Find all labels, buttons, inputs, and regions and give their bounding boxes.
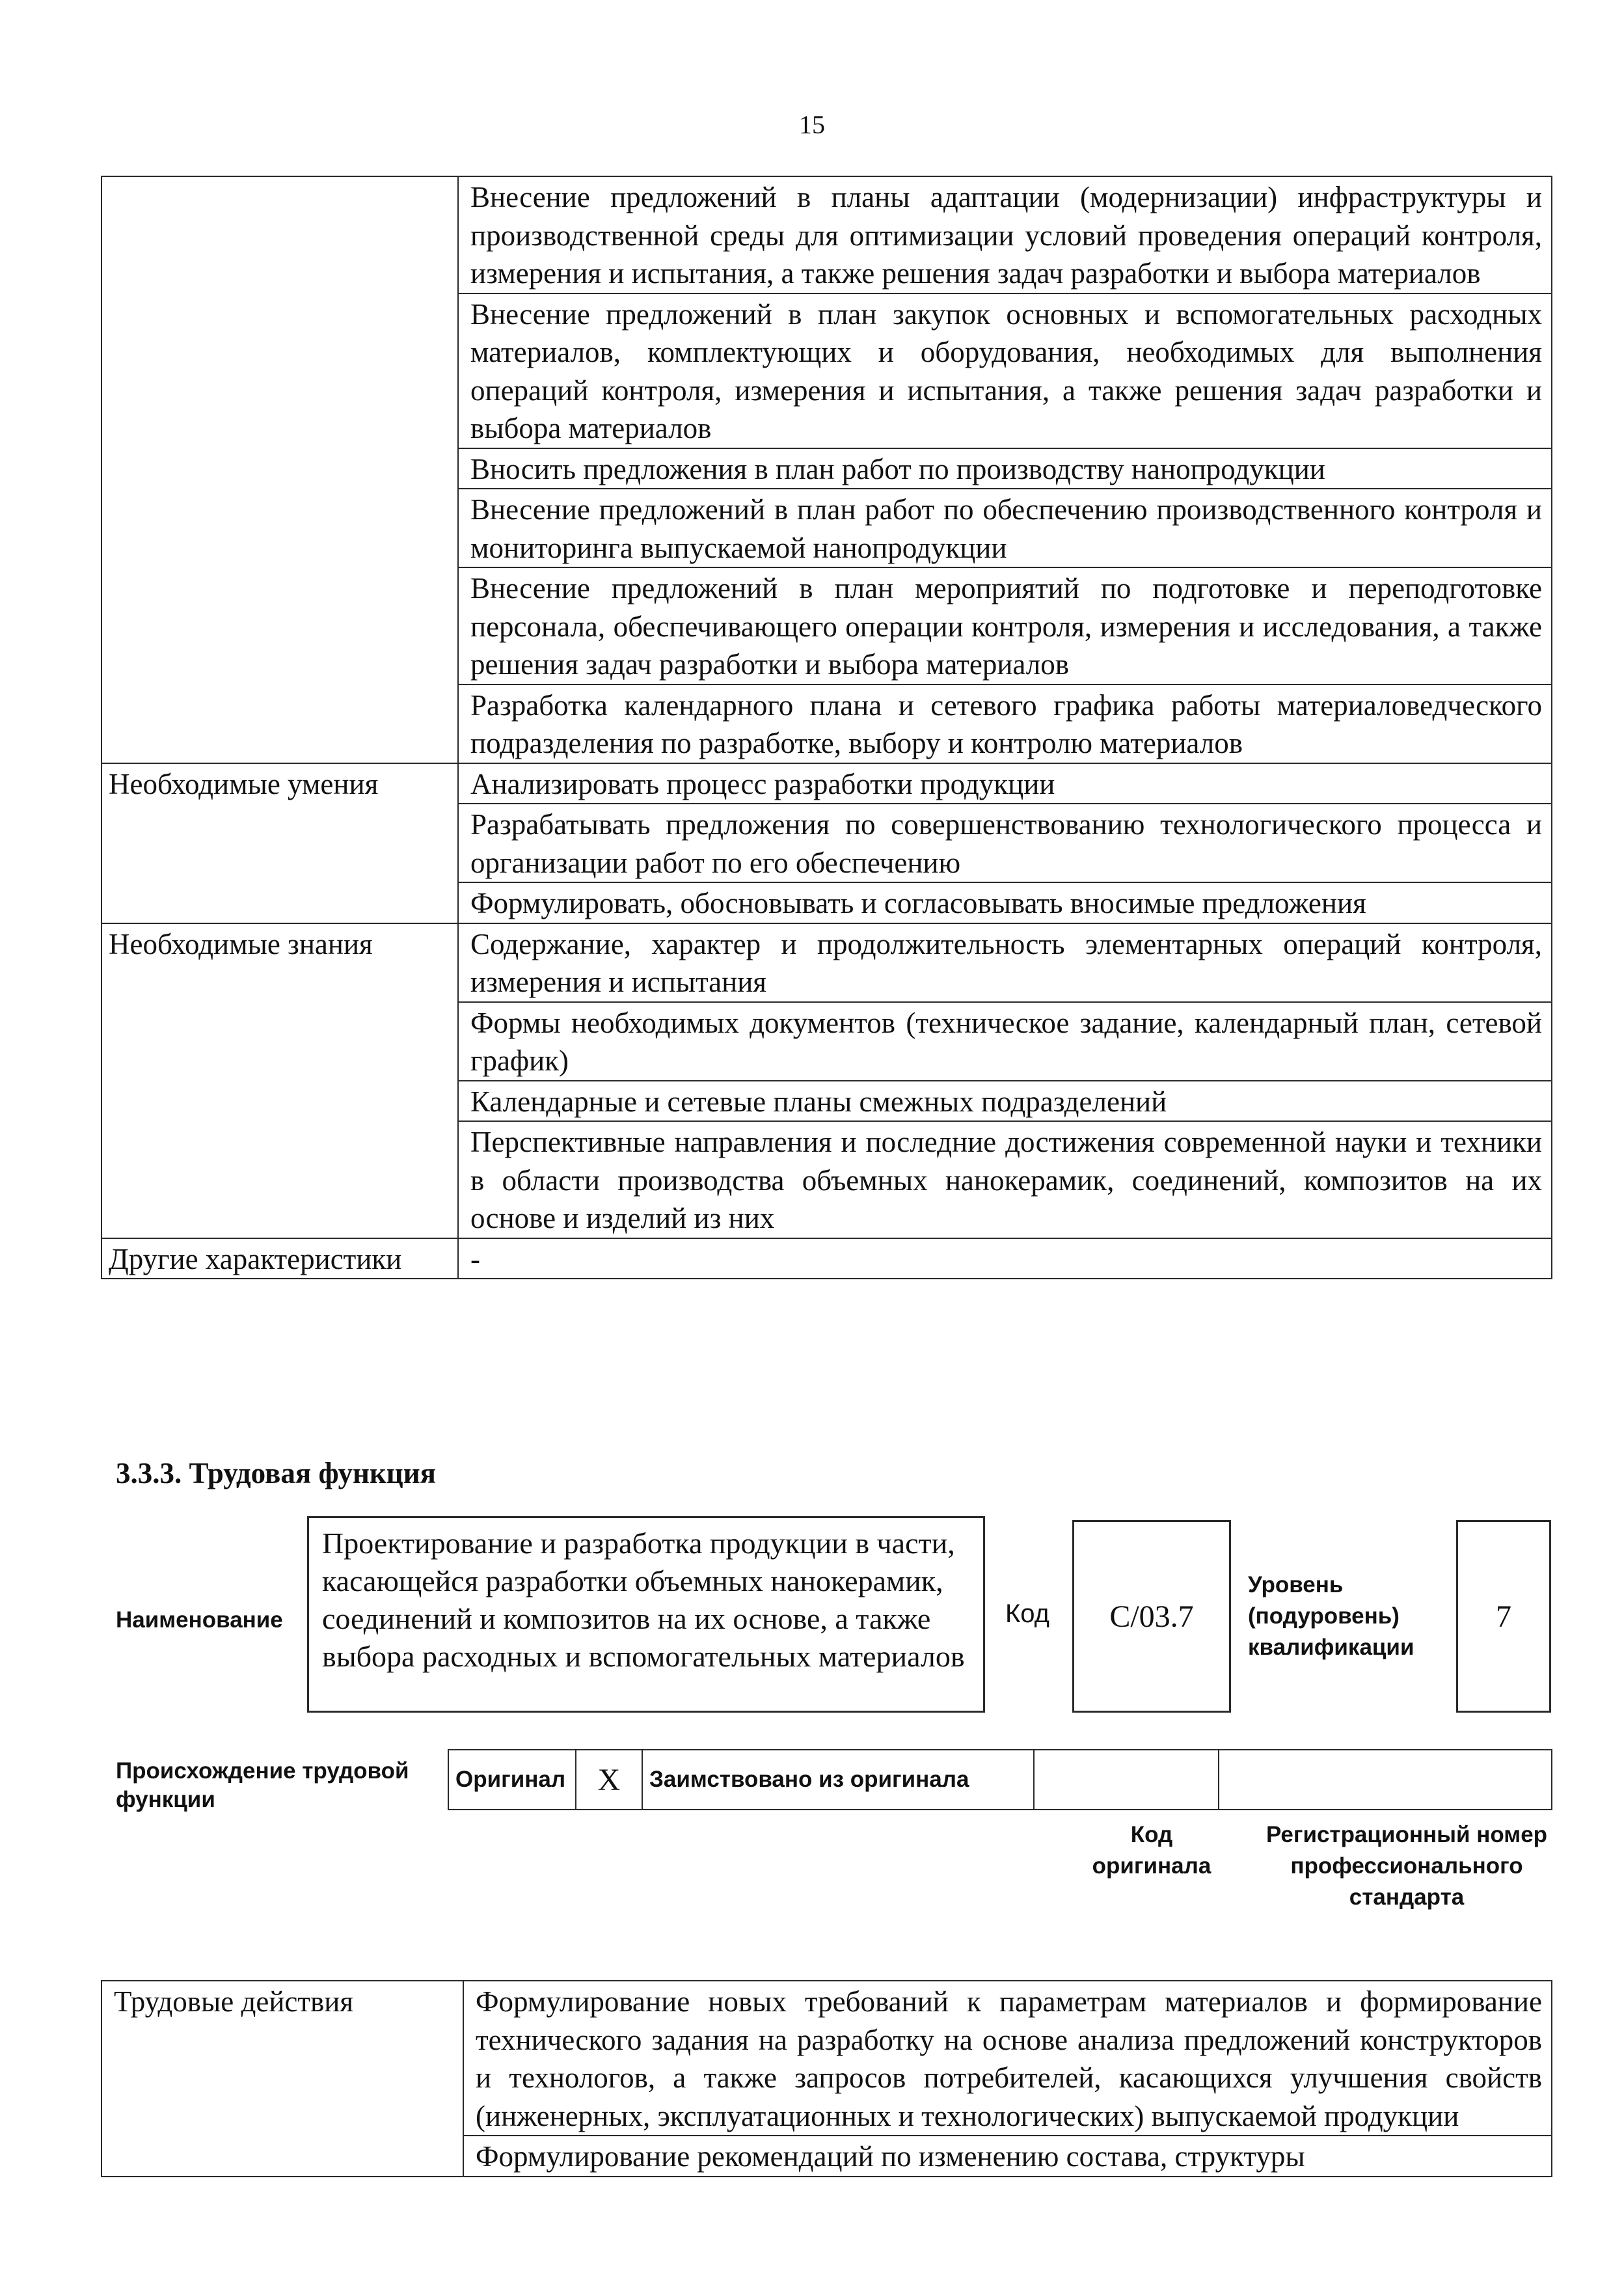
level-value-box: 7	[1456, 1520, 1551, 1713]
table-row: Анализировать процесс разработки продукции	[458, 763, 1552, 804]
code-value-box: С/03.7	[1072, 1520, 1231, 1713]
original-mark: X	[576, 1750, 642, 1810]
table-row: Вносить предложения в план работ по производству нанопродукции	[458, 448, 1552, 489]
original-code-cell	[1034, 1750, 1219, 1810]
registration-number-caption: Регистрационный номер профессионального стандарта	[1265, 1822, 1548, 1910]
labor-function-table-continued	[101, 176, 1552, 1279]
table-row: Формулирование новых требований к параметрам материалов и формирование технического задания на разработку на основе анализа предложений конструкторов и технологов, а также запросов потребителей, касающихся улучшения свойств (инженерных, эксплуатационных и технологических) выпускаемой продукции	[463, 1981, 1552, 2136]
table-row: Формулирование рекомендаций по изменению состава, структуры	[463, 2136, 1552, 2177]
section-heading: 3.3.3. Трудовая функция	[116, 1457, 437, 1489]
borrowed-label: Заимствовано из оригинала	[642, 1750, 1034, 1810]
table-row: Календарные и сетевые планы смежных подразделений	[458, 1081, 1552, 1122]
other-characteristics-value: -	[458, 1238, 1552, 1279]
registration-number-cell	[1219, 1750, 1552, 1810]
table-row: Перспективные направления и последние достижения современной науки и техники в области производства объемных нанокерамик, соединений, композитов на их основе и изделий из них	[458, 1121, 1552, 1238]
labor-actions-label: Трудовые действия	[102, 1981, 463, 2177]
code-label: Код	[1005, 1599, 1050, 1628]
knowledge-label: Необходимые знания	[102, 923, 458, 1238]
origin-label	[116, 1757, 435, 1814]
skills-label: Необходимые умения	[102, 763, 458, 923]
table-row: Формы необходимых документов (техническое задание, календарный план, сетевой график)	[458, 1002, 1552, 1081]
labor-actions-table	[101, 1980, 1552, 2177]
table-row: Внесение предложений в план закупок основных и вспомогательных расходных материалов, комплектующих и оборудования, необходимых для выполнения операций контроля, измерения и испытания, а также решения задач разработки и выбора материалов	[458, 293, 1552, 448]
empty-label-cell	[102, 176, 458, 763]
level-label	[1248, 1569, 1443, 1663]
other-characteristics-label: Другие характеристики	[102, 1238, 458, 1279]
origin-table	[448, 1749, 1552, 1810]
table-row: Разрабатывать предложения по совершенствованию технологического процесса и организации работ по его обеспечению	[458, 804, 1552, 882]
table-row: Содержание, характер и продолжительность элементарных операций контроля, измерения и испытания	[458, 923, 1552, 1002]
name-value-box: Проектирование и разработка продукции в части, касающейся разработки объемных нанокерамик, соединений и композитов на их основе, а также выбора расходных и вспомогательных материалов	[307, 1516, 985, 1713]
table-row: Разработка календарного плана и сетевого графика работы материаловедческого подразделения по разработке, выбору и контролю материалов	[458, 685, 1552, 763]
original-code-caption: Код оригинала	[1092, 1822, 1211, 1879]
original-label: Оригинал	[448, 1750, 576, 1810]
table-row: Внесение предложений в план работ по обеспечению производственного контроля и мониторинга выпускаемой нанопродукции	[458, 489, 1552, 567]
table-row: Внесение предложений в план мероприятий по подготовке и переподготовке персонала, обеспечивающего операции контроля, измерения и исследования, а также решения задач разработки и выбора материалов	[458, 567, 1552, 685]
table-row: Формулировать, обосновывать и согласовывать вносимые предложения	[458, 882, 1552, 923]
page-number: 15	[799, 110, 825, 139]
origin-label-text: Происхождение трудовой функции	[116, 1758, 409, 1812]
level-label-text: Уровень (подуровень) квалификации	[1248, 1572, 1414, 1660]
name-label: Наименование	[116, 1607, 283, 1633]
table-row: Внесение предложений в планы адаптации (модернизации) инфраструктуры и производственной среды для оптимизации условий проведения операций контроля, измерения и испытания, а также решения задач разработки и выбора материалов	[458, 176, 1552, 293]
